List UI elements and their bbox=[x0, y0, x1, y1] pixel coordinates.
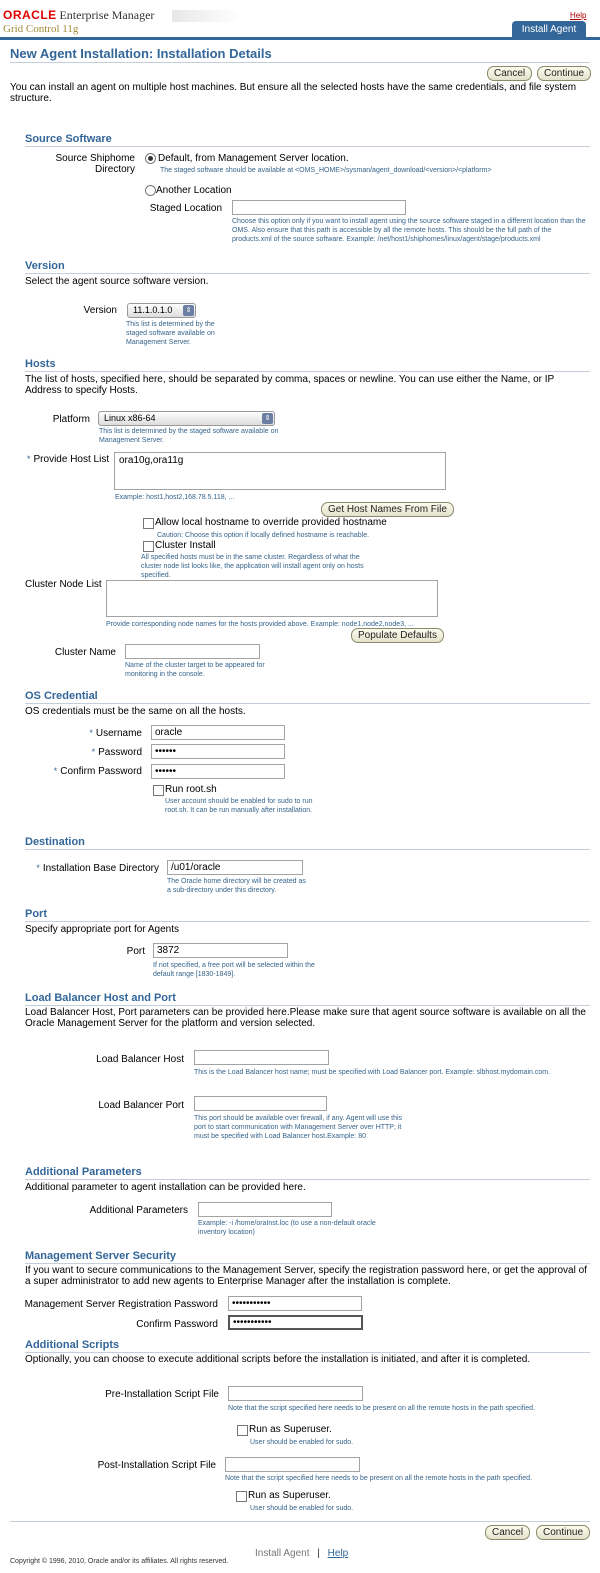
hosts-heading: Hosts bbox=[25, 358, 56, 370]
mss-divider bbox=[25, 1263, 590, 1264]
version-desc: Select the agent source software version. bbox=[25, 276, 209, 287]
populate-defaults-button[interactable]: Populate Defaults bbox=[351, 628, 444, 643]
run-root-checkbox[interactable] bbox=[153, 785, 164, 796]
port-input[interactable] bbox=[153, 943, 288, 958]
continue-button-top[interactable]: Continue bbox=[537, 66, 591, 81]
post-superuser-hint: User should be enabled for sudo. bbox=[250, 1505, 354, 1512]
allow-local-hint: Caution: Choose this option if locally defined hostname is reachable. bbox=[157, 532, 370, 539]
scripts-heading: Additional Scripts bbox=[25, 1339, 120, 1351]
confirm-password-label-text: Confirm Password bbox=[60, 766, 142, 777]
footer-separator: | bbox=[317, 1548, 320, 1559]
base-dir-label-text: Installation Base Directory bbox=[42, 863, 159, 874]
base-dir-label bbox=[30, 863, 159, 874]
cancel-button-top[interactable]: Cancel bbox=[487, 66, 532, 81]
version-label: Version bbox=[83, 305, 117, 316]
host-list-textarea[interactable]: ora10g,ora11g bbox=[114, 452, 446, 490]
default-hint: The staged software should be available at <OMS_HOME>/sysman/agent_download/<version>/<platform> bbox=[160, 167, 492, 174]
os-heading: OS Credential bbox=[25, 690, 98, 702]
lb-host-label: Load Balancer Host bbox=[96, 1054, 184, 1065]
default-option-label: Default, from Management Server location. bbox=[158, 153, 349, 164]
password-label bbox=[40, 747, 142, 758]
intro-text: You can install an agent on multiple host machines. But ensure all the selected hosts have the same credentials, and file system structure. bbox=[10, 82, 577, 104]
shiphome-label: Source Shiphome Directory bbox=[55, 153, 135, 175]
additional-desc: Additional parameter to agent installation can be provided here. bbox=[25, 1182, 306, 1193]
required-icon: * bbox=[89, 728, 93, 738]
port-divider bbox=[25, 921, 590, 922]
required-icon: * bbox=[53, 766, 58, 776]
post-script-hint: Note that the script specified here needs to be present on all the remote hosts in the path specified. bbox=[225, 1475, 533, 1482]
post-script-label: Post-Installation Script File bbox=[97, 1460, 216, 1471]
platform-hint: This list is determined by the staged software available on Management Server. bbox=[99, 428, 279, 444]
scripts-desc: Optionally, you can choose to execute additional scripts before the installation is initiated, and after it is completed. bbox=[25, 1354, 531, 1365]
username-input[interactable] bbox=[151, 725, 285, 740]
scripts-divider bbox=[25, 1352, 590, 1353]
version-select[interactable] bbox=[127, 303, 196, 318]
allow-local-checkbox[interactable] bbox=[143, 518, 154, 529]
additional-heading: Additional Parameters bbox=[25, 1166, 142, 1178]
host-list-hint: Example: host1,host2,168.78.5.118, ... bbox=[115, 494, 235, 501]
spinner-arrows-icon: ⇕ bbox=[183, 305, 194, 316]
mss-desc: If you want to secure communications to the Management Server, specify the registration password here, or get the approval of a super administrator to add new agents to Enterprise Manager after the installation is complete. bbox=[25, 1265, 587, 1287]
get-host-names-button[interactable]: Get Host Names From File bbox=[321, 502, 454, 517]
additional-divider bbox=[25, 1179, 590, 1180]
spinner-arrows-icon: ⇕ bbox=[262, 413, 273, 424]
lb-divider bbox=[25, 1005, 590, 1006]
pre-superuser-checkbox[interactable] bbox=[237, 1425, 248, 1436]
destination-heading: Destination bbox=[25, 836, 85, 848]
post-superuser-label: Run as Superuser. bbox=[248, 1490, 331, 1501]
platform-label: Platform bbox=[52, 414, 90, 425]
staged-location-input[interactable] bbox=[232, 200, 406, 215]
password-label-text: Password bbox=[98, 747, 142, 758]
hosts-desc: The list of hosts, specified here, should be separated by comma, spaces or newline. You can use either the Name, or IP Address to specify Hosts. bbox=[25, 374, 555, 396]
lb-host-hint: This is the Load Balancer host name; must be specified with Load Balancer port. Example: slbhost.mydomain.com. bbox=[194, 1069, 551, 1076]
base-dir-input[interactable] bbox=[167, 860, 303, 875]
continue-button-bottom[interactable]: Continue bbox=[536, 1525, 590, 1540]
mss-confirm-label: Confirm Password bbox=[136, 1319, 218, 1330]
username-label-text: Username bbox=[95, 728, 142, 739]
port-heading: Port bbox=[25, 908, 47, 920]
logo-oracle: ORACLE bbox=[3, 8, 57, 22]
confirm-password-label bbox=[30, 766, 142, 777]
staged-location-label: Staged Location bbox=[149, 203, 222, 214]
default-radio[interactable] bbox=[145, 153, 156, 164]
host-list-label-text: Provide Host List bbox=[33, 454, 110, 465]
allow-local-label: Allow local hostname to override provided hostname bbox=[155, 517, 387, 528]
port-desc: Specify appropriate port for Agents bbox=[25, 924, 179, 935]
lb-port-hint: This port should be available over firewall, if any. Agent will use this port to start communication with Management Server over HTTP; it must be specified with Load Balancer host.Example: 80 bbox=[194, 1115, 403, 1140]
cluster-install-hint: All specified hosts must be in the same cluster. Regardless of what the cluster node list looks like, the application will install agent only on hosts specified. bbox=[141, 554, 364, 579]
staged-location-hint: Choose this option only if you want to install agent using the source software staged in a different location than the OMS. Also ensure that this path is accessible by all the remote hosts. This should be the full path of the products.xml of the source software. Example: /net/host1/shiphomes/linux/agent/stage/products.xml bbox=[232, 218, 586, 243]
post-script-input[interactable] bbox=[225, 1457, 360, 1472]
another-location-label: Another Location bbox=[156, 185, 232, 196]
version-select-value: 11.1.0.1.0 bbox=[133, 305, 173, 315]
required-icon: * bbox=[91, 747, 96, 757]
os-divider bbox=[25, 703, 590, 704]
username-label bbox=[40, 728, 142, 739]
footer-install-agent[interactable]: Install Agent bbox=[255, 1548, 310, 1559]
version-divider bbox=[25, 273, 590, 274]
bottom-divider bbox=[10, 1521, 590, 1522]
cancel-button-bottom[interactable]: Cancel bbox=[485, 1525, 530, 1540]
additional-hint: Example: -i /home/oraInst.loc (to use a non-default oracle inventory location) bbox=[198, 1220, 376, 1236]
cluster-name-input[interactable] bbox=[125, 644, 260, 659]
cluster-name-hint: Name of the cluster target to be appeared for monitoring in the console. bbox=[125, 662, 265, 678]
additional-label: Additional Parameters bbox=[89, 1205, 188, 1216]
logo-subtitle: Grid Control 11g bbox=[3, 23, 79, 35]
another-location-radio[interactable] bbox=[145, 185, 156, 196]
cluster-name-label: Cluster Name bbox=[54, 647, 116, 658]
platform-select-value: Linux x86-64 bbox=[104, 413, 156, 423]
additional-input[interactable] bbox=[198, 1202, 332, 1217]
pre-script-input[interactable] bbox=[228, 1386, 363, 1401]
pre-superuser-hint: User should be enabled for sudo. bbox=[250, 1439, 354, 1446]
title-underline bbox=[10, 62, 590, 63]
required-icon: * bbox=[36, 863, 40, 873]
oracle-logo bbox=[3, 8, 154, 23]
source-divider bbox=[25, 146, 590, 147]
source-heading: Source Software bbox=[25, 133, 112, 145]
run-root-hint: User account should be enabled for sudo to run root.sh. It can be run manually after installation. bbox=[165, 798, 313, 814]
version-heading: Version bbox=[25, 260, 65, 272]
cluster-node-hint: Provide corresponding node names for the hosts provided above. Example: node1,node2,node3, ... bbox=[106, 621, 414, 628]
required-icon: * bbox=[27, 454, 31, 464]
pre-script-label: Pre-Installation Script File bbox=[105, 1389, 219, 1400]
mss-heading: Management Server Security bbox=[25, 1250, 177, 1262]
header-bar bbox=[0, 37, 600, 40]
lb-port-label: Load Balancer Port bbox=[98, 1100, 184, 1111]
tab-install-agent-label: Install Agent bbox=[521, 24, 577, 35]
page-title: New Agent Installation: Installation Details bbox=[10, 46, 272, 61]
port-label: Port bbox=[126, 946, 145, 957]
port-hint: If not specified, a free port will be selected within the default range [1830-1849]. bbox=[153, 962, 315, 978]
copyright: Copyright © 1996, 2010, Oracle and/or its affiliates. All rights reserved. bbox=[10, 1558, 229, 1565]
destination-divider bbox=[25, 849, 590, 850]
header-decoration bbox=[172, 10, 242, 22]
host-list-label bbox=[27, 454, 109, 465]
logo-product: Enterprise Manager bbox=[59, 8, 155, 22]
lb-desc: Load Balancer Host, Port parameters can be provided here.Please make sure that agent source software is available on all the Oracle Management Server for the platform and version selected. bbox=[25, 1007, 586, 1029]
run-root-label: Run root.sh bbox=[165, 784, 217, 795]
base-dir-hint: The Oracle home directory will be created as a sub-directory under this directory. bbox=[167, 878, 306, 894]
pre-superuser-label: Run as Superuser. bbox=[249, 1424, 332, 1435]
footer-help-link[interactable]: Help bbox=[327, 1548, 349, 1559]
os-desc: OS credentials must be the same on all the hosts. bbox=[25, 706, 246, 717]
reg-password-input[interactable] bbox=[228, 1296, 362, 1311]
lb-port-input[interactable] bbox=[194, 1096, 327, 1111]
lb-host-input[interactable] bbox=[194, 1050, 329, 1065]
tab-install-agent[interactable] bbox=[512, 21, 586, 38]
post-superuser-checkbox[interactable] bbox=[236, 1491, 247, 1502]
password-input[interactable] bbox=[151, 744, 285, 759]
footer-links bbox=[255, 1548, 348, 1559]
reg-password-label: Management Server Registration Password bbox=[24, 1299, 218, 1310]
cluster-install-checkbox[interactable] bbox=[143, 541, 154, 552]
cluster-install-label: Cluster Install bbox=[155, 540, 216, 551]
version-hint: This list is determined by the staged software available on Management Server. bbox=[126, 321, 215, 346]
pre-script-hint: Note that the script specified here needs to be present on all the remote hosts in the path specified. bbox=[228, 1405, 536, 1412]
cluster-node-label: Cluster Node List bbox=[25, 579, 102, 590]
lb-heading: Load Balancer Host and Port bbox=[25, 992, 176, 1004]
mss-confirm-input[interactable] bbox=[228, 1315, 363, 1330]
help-link[interactable]: Help bbox=[570, 11, 587, 20]
platform-select[interactable] bbox=[98, 411, 275, 426]
hosts-divider bbox=[25, 371, 590, 372]
cluster-node-textarea[interactable] bbox=[106, 580, 438, 617]
confirm-password-input[interactable] bbox=[151, 764, 285, 779]
